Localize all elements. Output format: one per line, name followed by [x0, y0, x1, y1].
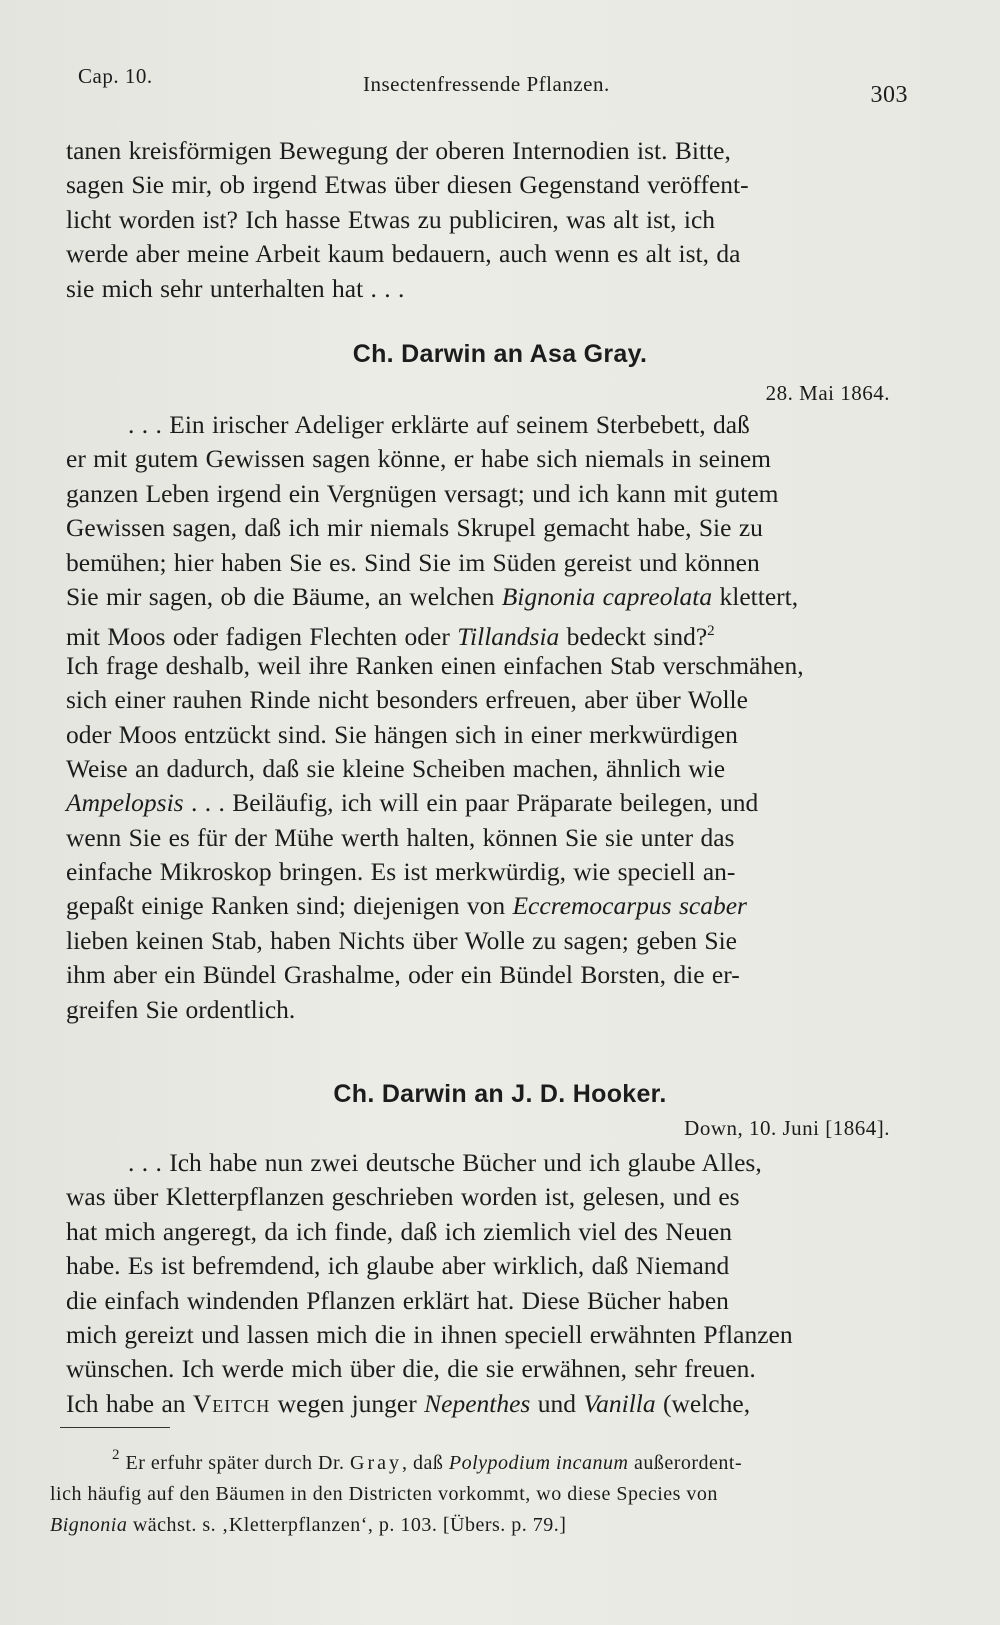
text-line: er mit gutem Gewissen sagen könne, er habe sich niemals in seinem — [66, 444, 771, 474]
text-line — [66, 786, 904, 820]
text-line: Gewissen sagen, daß ich mir niemals Skrupel gemacht habe, Sie zu — [66, 513, 763, 543]
running-title: Insectenfressende Pflanzen. — [363, 72, 610, 96]
person-name: Veitch — [192, 1388, 271, 1418]
text-run: außerordent- — [633, 1452, 743, 1474]
footnote-line: lich häufig auf den Bäumen in den Districten vorkommt, wo diese Species von — [50, 1483, 718, 1505]
text-run: Ich habe an — [66, 1388, 186, 1418]
text-line: . . . Ein irischer Adeliger erklärte auf seinem Sterbebett, daß — [128, 410, 750, 439]
text-run: gepaßt einige Ranken sind; diejenigen von — [66, 891, 506, 921]
species-name: Vanilla — [583, 1388, 656, 1418]
letter-heading-asa-gray: Ch. Darwin an Asa Gray. — [352, 340, 648, 368]
running-head — [78, 60, 908, 108]
letter-date-hooker: Down, 10. Juni [1864]. — [684, 1116, 890, 1140]
text-line: . . . Ich habe nun zwei deutsche Bücher und ich glaube Alles, — [128, 1148, 762, 1177]
text-line: bemühen; hier haben Sie es. Sind Sie im Süden gereist und können — [66, 547, 760, 577]
text-run: , daß — [402, 1452, 444, 1474]
text-line: Weise an dadurch, daß sie kleine Scheiben machen, ähnlich wie — [66, 753, 726, 783]
species-name: Polypodium incanum — [448, 1452, 629, 1474]
footnote — [50, 1440, 896, 1541]
species-name: Nepenthes — [424, 1388, 531, 1418]
text-run: bedeckt sind? — [566, 622, 708, 652]
text-line: werde aber meine Arbeit kaum bedauern, auch wenn es alt ist, da — [66, 239, 741, 269]
text-line: sich einer rauhen Rinde nicht besonders erfreuen, aber über Wolle — [66, 685, 748, 715]
species-name: Tillandsia — [457, 622, 560, 652]
text-line: licht worden ist? Ich hasse Etwas zu publiciren, was alt ist, ich — [66, 204, 716, 234]
text-run: (welche, — [663, 1388, 751, 1418]
text-line: greifen Sie ordentlich. — [66, 994, 296, 1024]
text-line — [66, 1387, 904, 1421]
text-run: Sie mir sagen, ob die Bäume, an welchen — [66, 581, 495, 611]
species-name: Eccremocarpus scaber — [512, 891, 747, 921]
text-line: sagen Sie mir, ob irgend Etwas über diesen Gegenstand veröffent- — [66, 170, 749, 200]
footnote-line — [50, 1510, 896, 1541]
text-run: klettert, — [719, 581, 799, 611]
text-line: Ich frage deshalb, weil ihre Ranken einen einfachen Stab verschmähen, — [66, 650, 804, 680]
text-line: die einfach windenden Pflanzen erklärt hat. Diese Bücher haben — [66, 1285, 729, 1315]
text-line: habe. Es ist befremdend, ich glaube aber wirklich, daß Niemand — [66, 1251, 730, 1281]
continuation-paragraph — [66, 134, 904, 306]
species-name: Bignonia — [50, 1514, 128, 1536]
text-line: sie mich sehr unterhalten hat . . . — [66, 273, 405, 303]
text-run: mit Moos oder fadigen Flechten oder — [66, 622, 450, 652]
footnote-reference[interactable]: 2 — [707, 623, 715, 640]
text-line: tanen kreisförmigen Bewegung der oberen Internodien ist. Bitte, — [66, 136, 731, 165]
letter-body-hooker — [66, 1146, 904, 1421]
text-line — [66, 614, 904, 652]
species-name: Bignonia capreolata — [501, 581, 713, 611]
text-line: oder Moos entzückt sind. Sie hängen sich in einer merkwürdigen — [66, 719, 738, 749]
letter-heading-hooker: Ch. Darwin an J. D. Hooker. — [333, 1080, 667, 1108]
text-line — [66, 580, 904, 614]
chapter-label: Cap. 10. — [78, 64, 153, 88]
text-line: wenn Sie es für der Mühe werth halten, können Sie sie unter das — [66, 822, 735, 852]
text-line: ganzen Leben irgend ein Vergnügen versagt; und ich kann mit gutem — [66, 478, 779, 508]
person-name: Gray — [350, 1452, 403, 1474]
text-run: . . . Beiläufig, ich will ein paar Präparate beilegen, und — [190, 788, 759, 818]
text-run: wächst. s. ‚Kletterpflanzen‘, p. 103. [Übers. p. 79.] — [132, 1514, 567, 1536]
species-name: Ampelopsis — [66, 788, 184, 818]
text-run: und — [537, 1388, 576, 1418]
footnote-rule — [60, 1427, 170, 1428]
text-line: einfache Mikroskop bringen. Es ist merkwürdig, wie speciell an- — [66, 857, 736, 887]
footnote-marker: 2 — [112, 1447, 120, 1463]
text-run: Er erfuhr später durch Dr. — [125, 1452, 345, 1474]
text-line — [66, 889, 904, 923]
text-line: wünschen. Ich werde mich über die, die sie erwähnen, sehr freuen. — [66, 1354, 756, 1384]
text-line: lieben keinen Stab, haben Nichts über Wolle zu sagen; geben Sie — [66, 925, 737, 955]
text-line: mich gereizt und lassen mich die in ihnen speciell erwähnten Pflanzen — [66, 1319, 793, 1349]
text-line: ihm aber ein Bündel Grashalme, oder ein Bündel Borsten, die er- — [66, 960, 740, 990]
footnote-line — [50, 1440, 896, 1479]
text-run: wegen junger — [277, 1388, 417, 1418]
text-line: was über Kletterpflanzen geschrieben worden ist, gelesen, und es — [66, 1182, 740, 1212]
page-number: 303 — [870, 82, 908, 108]
letter-body-asa-gray — [66, 408, 904, 1027]
letter-date-asa-gray: 28. Mai 1864. — [765, 381, 890, 405]
text-line: hat mich angeregt, da ich finde, daß ich ziemlich viel des Neuen — [66, 1216, 732, 1246]
